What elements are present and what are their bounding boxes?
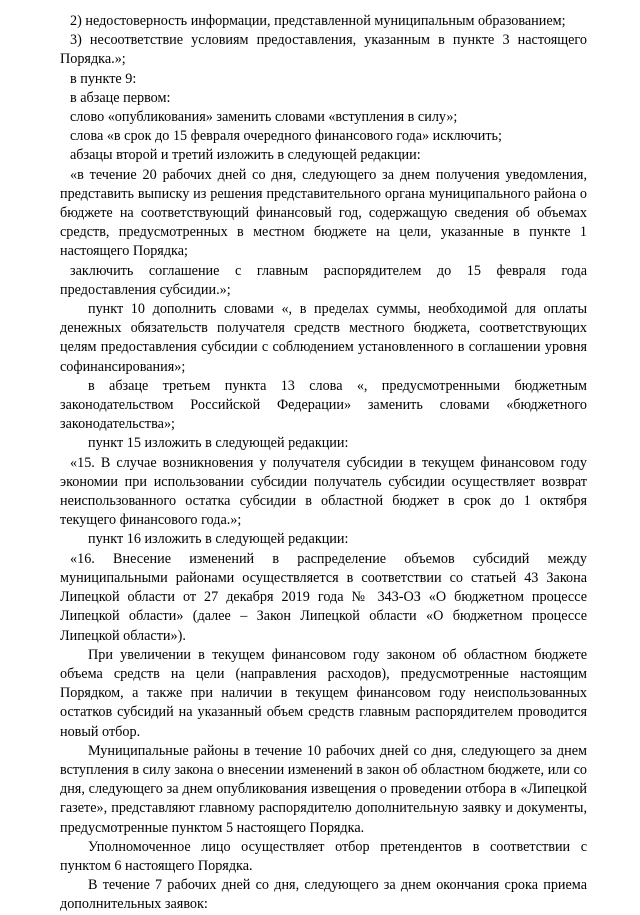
document-page	[60, 12, 587, 915]
paragraph: слово «опубликования» заменить словами «вступления в силу»;	[70, 109, 458, 126]
paragraph: в пункте 9:	[70, 70, 137, 87]
paragraph: абзацы второй и третий изложить в следующей редакции:	[70, 147, 421, 164]
paragraph: «15. В случае возникновения у получателя субсидии в текущем финансовом году экономии при использовании субсидии получатель субсидии осуществляет возврат неиспользованного остатка субсидии в областной бюджет в срок до 1 октября текущего финансового года.»;	[60, 454, 587, 529]
paragraph: в абзаце первом:	[70, 89, 171, 106]
paragraph: пункт 16 изложить в следующей редакции:	[88, 531, 349, 548]
paragraph: В течение 7 рабочих дней со дня, следующего за днем окончания срока приема дополнительных заявок:	[60, 877, 587, 913]
paragraph: «16. Внесение изменений в распределение объемов субсидий между муниципальными районами осуществляется в соответствии со статьей 43 Закона Липецкой области от 27 декабря 2019 года № 343-ОЗ «О бюджетном процессе Липецкой области» (далее – Закон Липецкой области «О бюджетном процессе Липецкой области»).	[60, 550, 587, 644]
paragraph: При увеличении в текущем финансовом году законом об областном бюджете объема средств на цели (направления расходов), предусмотренные настоящим Порядком, а также при наличии в текущем финансовом году неиспользованных остатков субсидий на указанный объем средств главным распорядителем проводится новый отбор.	[60, 646, 587, 740]
paragraph: пункт 15 изложить в следующей редакции:	[88, 435, 349, 452]
paragraph: пункт 10 дополнить словами «, в пределах суммы, необходимой для оплаты денежных обязательств получателя средств местного бюджета, соответствующих целям предоставления субсидии с соблюдением установленного в соглашении уровня софинансирования»;	[60, 301, 587, 375]
paragraph: Муниципальные районы в течение 10 рабочих дней со дня, следующего за днем вступления в силу закона о внесении изменений в закон об областном бюджете, или со дня, следующего за днем опубликования извещения о проведении отбора в «Липецкой газете», представляют главному распорядителю дополнительную заявку и документы, предусмотренные пунктом 5 настоящего Порядка.	[60, 742, 587, 836]
paragraph: 2) недостоверность информации, представленной муниципальным образованием;	[70, 13, 566, 29]
paragraph: 3) несоответствие условиям предоставления, указанным в пункте 3 настоящего Порядка.»;	[60, 32, 587, 68]
paragraph: в абзаце третьем пункта 13 слова «, предусмотренными бюджетным законодательством Российской Федерации» заменить словами «бюджетного законодательства»;	[60, 377, 587, 433]
paragraph: Уполномоченное лицо осуществляет отбор претендентов в соответствии с пунктом 6 настоящего Порядка.	[60, 838, 587, 874]
paragraph: «в течение 20 рабочих дней со дня, следующего за днем получения уведомления, представить выписку из решения представительного органа муниципального района о бюджете на соответствующий финансовый год, содержащую сведения об объемах средств, предусмотренных в местном бюджете на цели, указанные в пункте 1 настоящего Порядка;	[60, 166, 587, 260]
paragraph: заключить соглашение с главным распорядителем до 15 февраля года предоставления субсидии.»;	[60, 262, 587, 298]
paragraph: слова «в срок до 15 февраля очередного финансового года» исключить;	[70, 128, 502, 145]
